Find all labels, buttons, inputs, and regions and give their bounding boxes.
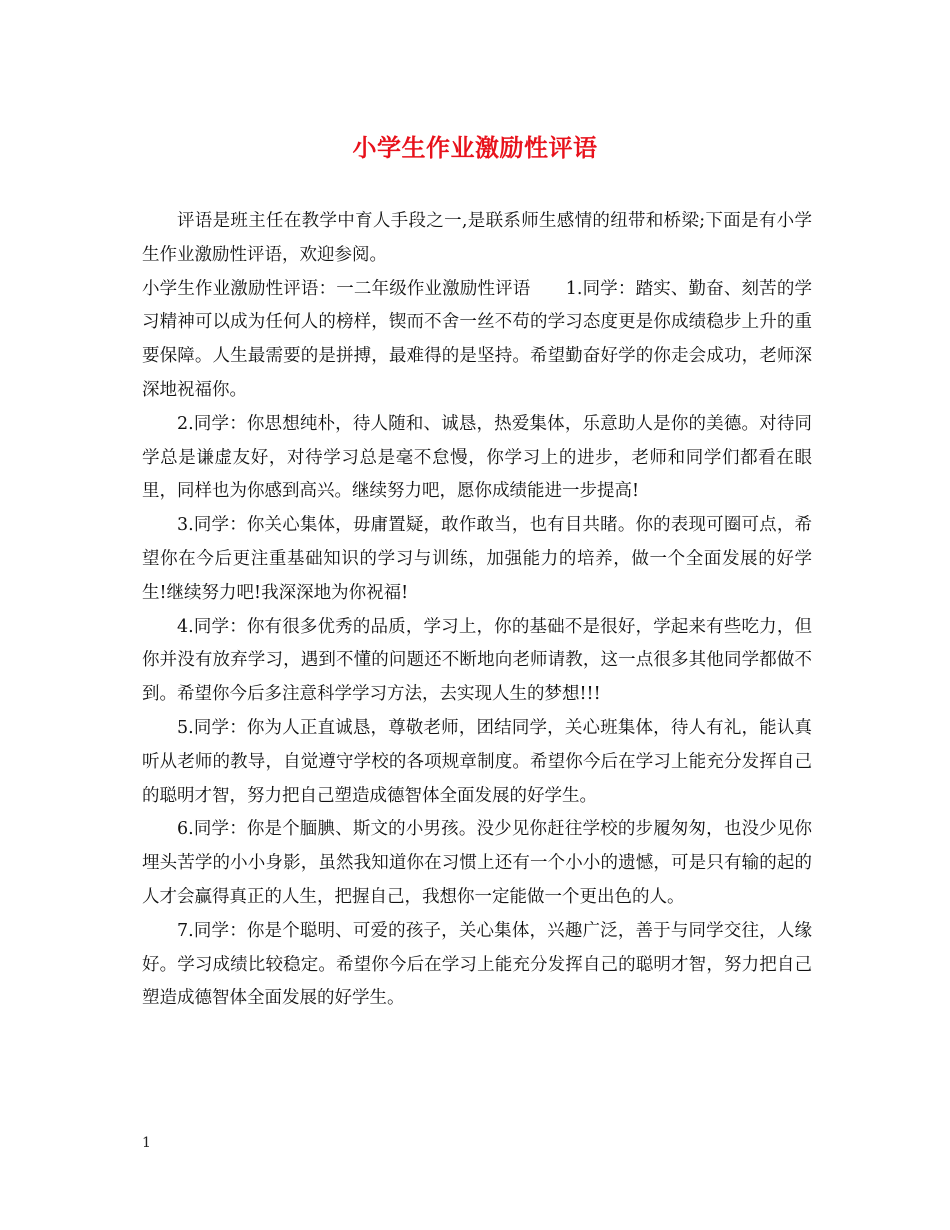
comment-paragraph-4: 4.同学：你有很多优秀的品质，学习上，你的基础不是很好，学起来有些吃力，但你并没有放弃学习，遇到不懂的问题还不断地向老师请教，这一点很多其他同学都做不到。希望你今后多注意科学学习方法，去实现人生的梦想!!! — [142, 616, 812, 705]
comment-paragraph-2: 2.同学：你思想纯朴，待人随和、诚恳，热爱集体，乐意助人是你的美德。对待同学总是谦虚友好，对待学习总是毫不怠慢，你学习上的进步，老师和同学们都看在眼里，同样也为你感到高兴。继续努力吧，愿你成绩能进一步提高! — [142, 413, 812, 502]
comment-paragraph-6: 6.同学：你是个腼腆、斯文的小男孩。没少见你赶往学校的步履匆匆，也没少见你埋头苦学的小小身影，虽然我知道你在习惯上还有一个小小的遗憾，可是只有输的起的人才会赢得真正的人生，把握自己，我想你一定能做一个更出色的人。 — [142, 819, 812, 907]
page-number: 1 — [142, 1135, 151, 1151]
comment-paragraph-3: 3.同学：你关心集体，毋庸置疑，敢作敢当，也有目共睹。你的表现可圈可点，希望你在今后更注重基础知识的学习与训练，加强能力的培养，做一个全面发展的好学生!继续努力吧!我深深地为你祝福! — [142, 515, 812, 603]
intro-paragraph: 评语是班主任在教学中育人手段之一,是联系师生感情的纽带和桥梁;下面是有小学生作业激励性评语，欢迎参阅。 — [142, 211, 812, 265]
document-title: 小学生作业激励性评语 — [352, 133, 598, 162]
comment-paragraph-7: 7.同学：你是个聪明、可爱的孩子，关心集体，兴趣广泛，善于与同学交往，人缘好。学习成绩比较稳定。希望你今后在学习上能充分发挥自己的聪明才智，努力把自己塑造成德智体全面发展的好学生。 — [142, 920, 812, 1009]
document-body — [142, 205, 812, 1016]
heading-paragraph: 小学生作业激励性评语：一二年级作业激励性评语 1.同学：踏实、勤奋、刻苦的学习精神可以成为任何人的榜样，锲而不舍一丝不苟的学习态度更是你成绩稳步上升的重要保障。人生最需要的是拼搏，最难得的是坚持。希望勤奋好学的你走会成功，老师深深地祝福你。 — [142, 278, 812, 400]
comment-paragraph-5: 5.同学：你为人正直诚恳，尊敬老师，团结同学，关心班集体，待人有礼，能认真听从老师的教导，自觉遵守学校的各项规章制度。希望你今后在学习上能充分发挥自己的聪明才智，努力把自己塑造成德智体全面发展的好学生。 — [142, 717, 812, 806]
